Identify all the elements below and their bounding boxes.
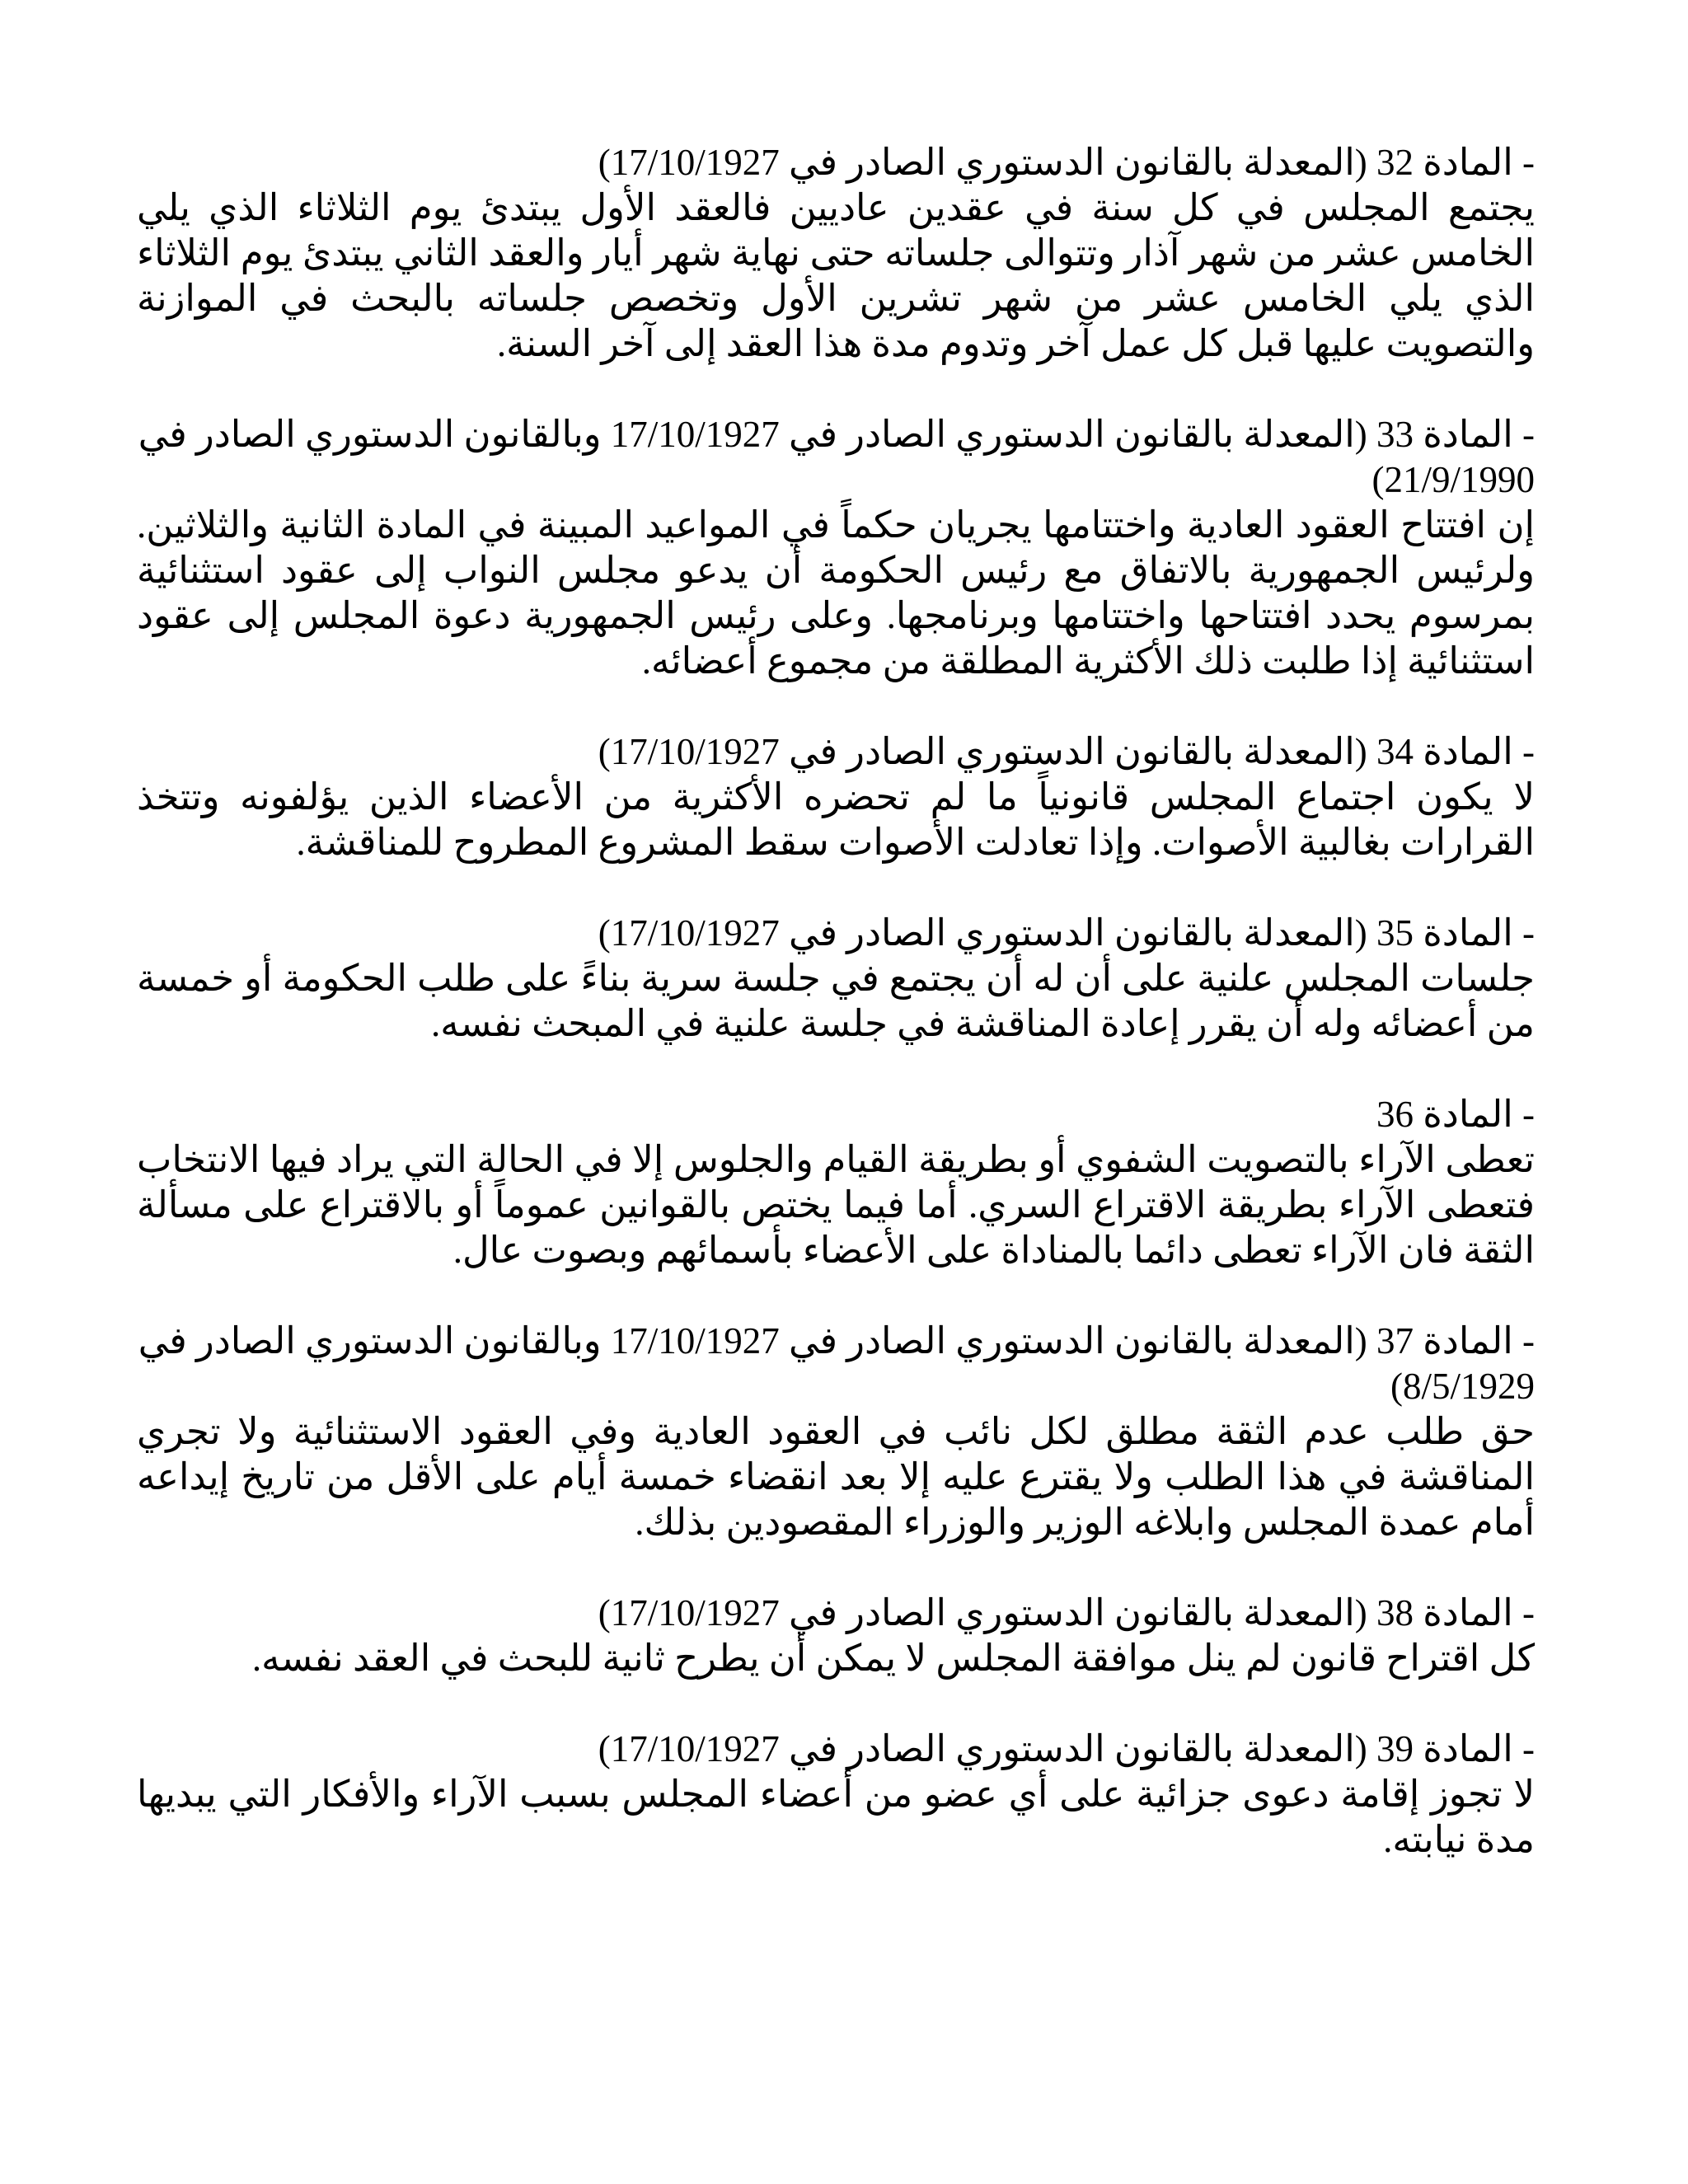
article-number: 38 bbox=[1376, 1592, 1414, 1633]
article-heading bbox=[137, 1591, 1535, 1636]
article-heading bbox=[137, 1319, 1535, 1409]
article-text: يجتمع المجلس في كل سنة في عقدين عاديين فالعقد الأول يبتدئ يوم الثلاثاء الذي يلي الخامس عشر من شهر آذار وتتوالى جلساته حتى نهاية شهر أيار والعقد الثاني يبتدئ يوم الثلاثاء الذي يلي الخامس عشر من شهر تشرين الأول وتخصص جلساته بالبحث في الموازنة والتصويت عليها قبل كل عمل آخر وتدوم مدة هذا العقد إلى آخر السنة. bbox=[137, 187, 1535, 364]
article-number: 35 bbox=[1376, 912, 1414, 954]
article-amendment: (المعدلة بالقانون الدستوري الصادر في 17/10/1927) bbox=[598, 1728, 1367, 1769]
article-32 bbox=[137, 140, 1535, 367]
article-number: 36 bbox=[1376, 1094, 1414, 1135]
article-heading bbox=[137, 729, 1535, 775]
article-heading bbox=[137, 412, 1535, 503]
article-prefix: - المادة bbox=[1423, 142, 1535, 183]
article-prefix: - المادة bbox=[1423, 731, 1535, 772]
article-number: 34 bbox=[1376, 731, 1414, 772]
article-text: لا تجوز إقامة دعوى جزائية على أي عضو من أعضاء المجلس بسبب الآراء والأفكار التي يبديها مدة نيابته. bbox=[137, 1774, 1535, 1860]
article-text: جلسات المجلس علنية على أن له أن يجتمع في جلسة سرية بناءً على طلب الحكومة أو خمسة من أعضائه وله أن يقرر إعادة المناقشة في جلسة علنية في المبحث نفسه. bbox=[137, 958, 1535, 1044]
article-amendment: (المعدلة بالقانون الدستوري الصادر في 17/10/1927) bbox=[598, 1592, 1367, 1633]
article-amendment: (المعدلة بالقانون الدستوري الصادر في 17/10/1927) bbox=[598, 731, 1367, 772]
article-number: 39 bbox=[1376, 1728, 1414, 1769]
article-35 bbox=[137, 911, 1535, 1047]
article-prefix: - المادة bbox=[1423, 1592, 1535, 1633]
article-36 bbox=[137, 1092, 1535, 1273]
article-text: تعطى الآراء بالتصويت الشفوي أو بطريقة القيام والجلوس إلا في الحالة التي يراد فيها الانتخاب فتعطى الآراء بطريقة الاقتراع السري. أما فيما يختص بالقوانين عموماً أو بالاقتراع على مسألة الثقة فان الآراء تعطى دائما بالمناداة على الأعضاء بأسمائهم وبصوت عال. bbox=[137, 1139, 1535, 1271]
article-amendment: (المعدلة بالقانون الدستوري الصادر في 17/10/1927) bbox=[598, 912, 1367, 954]
article-prefix: - المادة bbox=[1423, 414, 1535, 455]
article-prefix: - المادة bbox=[1423, 1094, 1535, 1135]
article-heading bbox=[137, 140, 1535, 185]
article-heading bbox=[137, 911, 1535, 956]
article-number: 32 bbox=[1376, 142, 1414, 183]
article-prefix: - المادة bbox=[1423, 912, 1535, 954]
article-number: 37 bbox=[1376, 1320, 1414, 1361]
document-page bbox=[137, 140, 1535, 2151]
article-amendment: (المعدلة بالقانون الدستوري الصادر في 17/10/1927 وبالقانون الدستوري الصادر في 21/9/1990) bbox=[138, 414, 1535, 500]
article-text: كل اقتراح قانون لم ينل موافقة المجلس لا يمكن أن يطرح ثانية للبحث في العقد نفسه. bbox=[251, 1638, 1535, 1679]
article-38 bbox=[137, 1591, 1535, 1681]
article-heading bbox=[137, 1727, 1535, 1772]
article-prefix: - المادة bbox=[1423, 1728, 1535, 1769]
article-33 bbox=[137, 412, 1535, 684]
article-heading bbox=[137, 1092, 1535, 1137]
article-text: إن افتتاح العقود العادية واختتامها يجريان حكماً في المواعيد المبينة في المادة الثانية والثلاثين. ولرئيس الجمهورية بالاتفاق مع رئيس الحكومة أن يدعو مجلس النواب إلى عقود استثنائية بمرسوم يحدد افتتاحها واختتامها وبرنامجها. وعلى رئيس الجمهورية دعوة المجلس إلى عقود استثنائية إذا طلبت ذلك الأكثرية المطلقة من مجموع أعضائه. bbox=[137, 504, 1535, 682]
article-amendment: (المعدلة بالقانون الدستوري الصادر في 17/10/1927 وبالقانون الدستوري الصادر في 8/5/1929) bbox=[138, 1320, 1535, 1407]
article-37 bbox=[137, 1319, 1535, 1545]
article-amendment: (المعدلة بالقانون الدستوري الصادر في 17/10/1927) bbox=[598, 142, 1367, 183]
article-39 bbox=[137, 1727, 1535, 1863]
article-text: لا يكون اجتماع المجلس قانونياً ما لم تحضره الأكثرية من الأعضاء الذين يؤلفونه وتتخذ القرارات بغالبية الأصوات. وإذا تعادلت الأصوات سقط المشروع المطروح للمناقشة. bbox=[137, 776, 1535, 863]
article-34 bbox=[137, 729, 1535, 865]
article-number: 33 bbox=[1376, 414, 1414, 455]
article-prefix: - المادة bbox=[1423, 1320, 1535, 1361]
article-text: حق طلب عدم الثقة مطلق لكل نائب في العقود العادية وفي العقود الاستثنائية ولا تجري المناقشة في هذا الطلب ولا يقترع عليه إلا بعد انقضاء خمسة أيام على الأقل من تاريخ إيداعه أمام عمدة المجلس وابلاغه الوزير والوزراء المقصودين بذلك. bbox=[137, 1411, 1535, 1543]
